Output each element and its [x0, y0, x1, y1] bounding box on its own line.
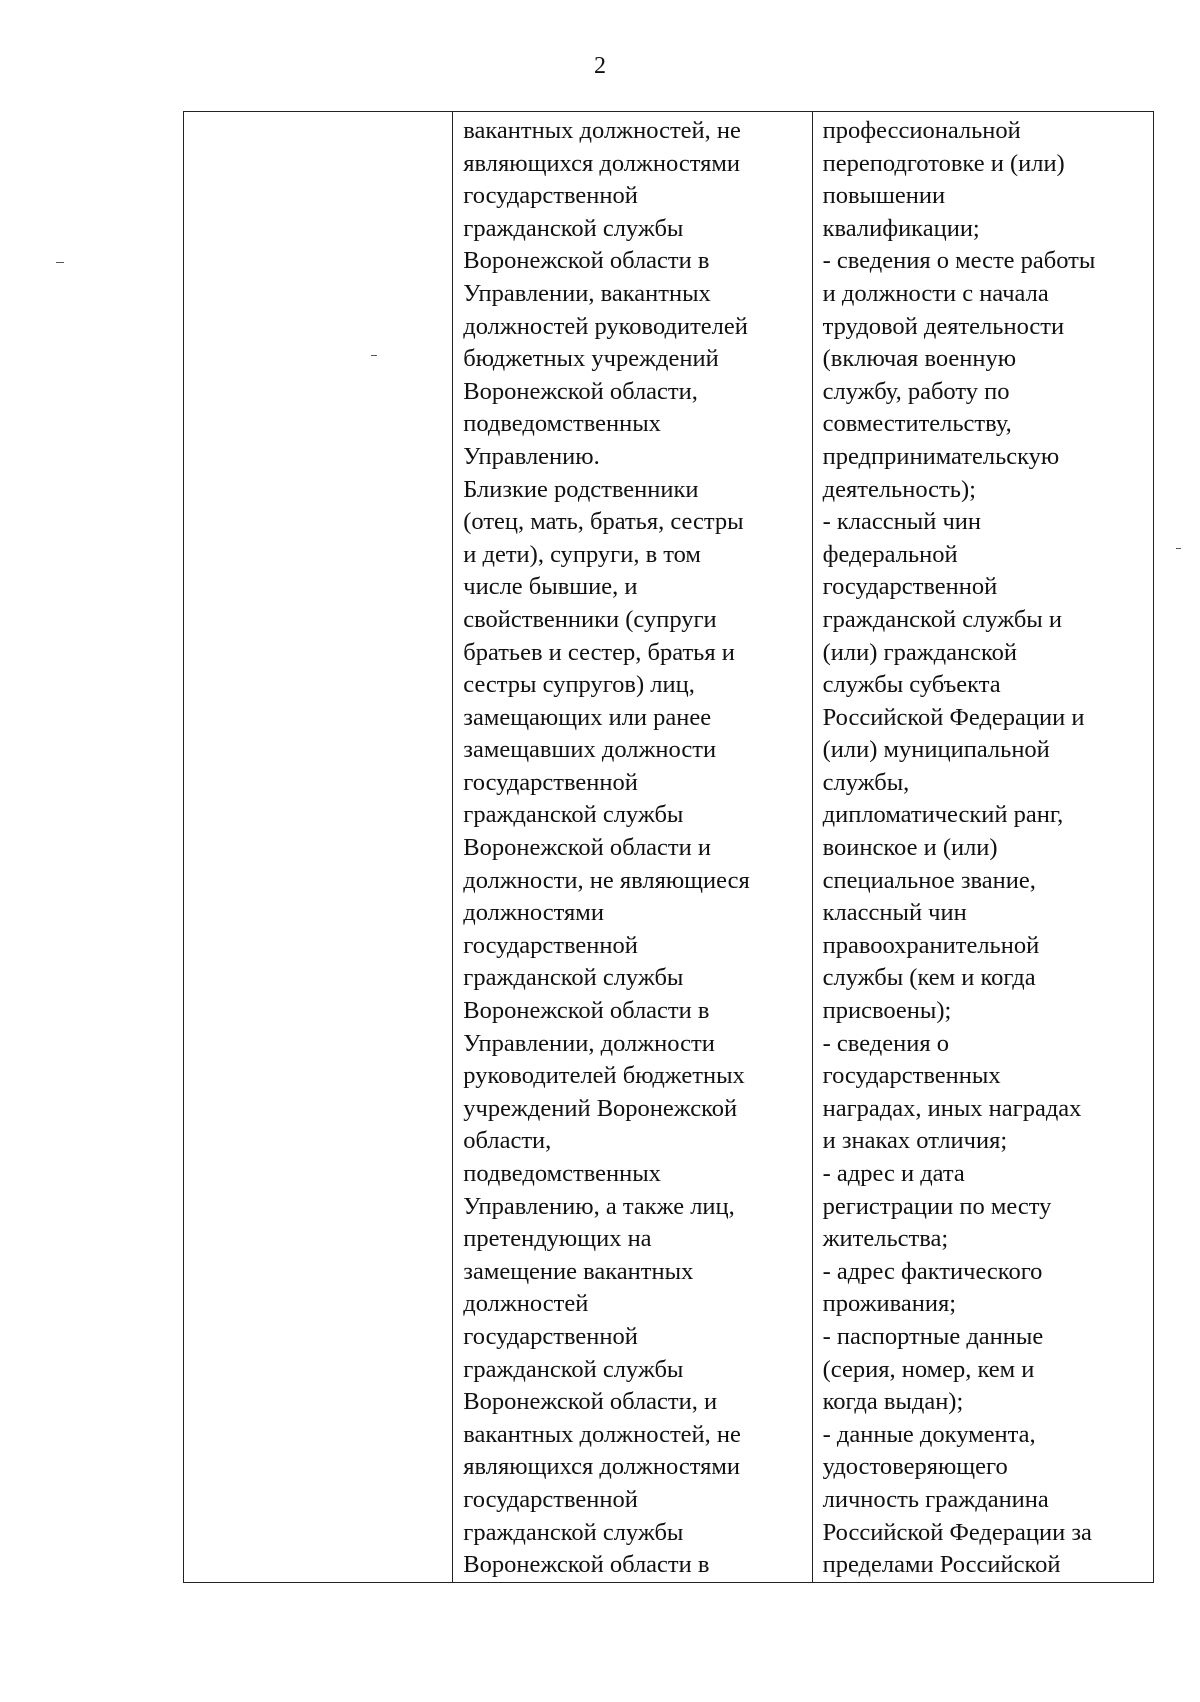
cell-line: (включая военную [822, 345, 1017, 373]
table-row [184, 112, 1154, 1583]
cell-line: классный чин [822, 899, 967, 927]
cell-line: проживания; [822, 1290, 957, 1318]
cell-line: гражданской службы и [822, 605, 1062, 633]
cell-line: подведомственных [463, 1160, 661, 1187]
cell-line: личность гражданина [822, 1485, 1049, 1513]
cell-line: Воронежской области в [463, 997, 710, 1025]
cell-line: службы (кем и когда [822, 964, 1036, 992]
cell-line: - классный чин [822, 508, 982, 536]
cell-line: государственной [463, 931, 638, 959]
cell-line: свойственники (супруги [463, 605, 717, 633]
table-cell-col2 [453, 112, 812, 1583]
cell-line: деятельность); [822, 475, 976, 503]
cell-line: пределами Российской [822, 1551, 1061, 1579]
cell-line: повышении [822, 182, 946, 210]
cell-line: - паспортные данные [822, 1322, 1044, 1350]
cell-line: Российской Федерации и [822, 703, 1085, 731]
cell-line: Воронежской области, и [463, 1388, 718, 1416]
cell-line: государственной [463, 768, 638, 796]
cell-line: государственной [463, 1485, 638, 1513]
cell-text-col3 [813, 112, 1153, 1582]
cell-line: Управлению, а также лиц, [463, 1192, 735, 1220]
cell-line: - адрес фактического [822, 1257, 1043, 1285]
cell-line: государственных [822, 1062, 1001, 1090]
cell-line: (серия, номер, кем и [822, 1355, 1035, 1383]
cell-line: жительства; [822, 1225, 949, 1253]
cell-line: службу, работу по [822, 377, 1010, 405]
cell-line: должности, не являющиеся [463, 866, 750, 894]
table-cell-col3 [812, 112, 1153, 1583]
cell-line: когда выдан); [822, 1388, 964, 1416]
cell-line: - адрес и дата [822, 1160, 965, 1187]
cell-line: претендующих на [463, 1225, 652, 1253]
cell-line: (или) муниципальной [822, 736, 1050, 764]
scan-speck [56, 262, 64, 263]
cell-line: профессиональной [822, 117, 1021, 144]
cell-line: (или) гражданской [822, 638, 1017, 666]
cell-line: бюджетных учреждений [463, 345, 719, 373]
document-table [183, 111, 1154, 1583]
cell-line: - сведения о [822, 1029, 949, 1057]
page-number: 2 [594, 53, 606, 79]
cell-line: должностей руководителей [463, 312, 748, 340]
cell-line: и должности с начала [822, 279, 1049, 307]
cell-line: Российской Федерации за [822, 1518, 1092, 1546]
cell-line: - данные документа, [822, 1420, 1036, 1448]
cell-line: наградах, иных наградах [822, 1094, 1082, 1122]
cell-text-col1 [184, 112, 452, 115]
cell-line: гражданской службы [463, 1518, 684, 1546]
cell-line: специальное звание, [822, 866, 1036, 894]
cell-line: совместительству, [822, 410, 1012, 438]
cell-line: братьев и сестер, братья и [463, 638, 735, 666]
cell-line: гражданской службы [463, 1355, 684, 1383]
cell-line: подведомственных [463, 410, 661, 438]
cell-line: Воронежской области в [463, 247, 710, 275]
cell-line: регистрации по месту [822, 1192, 1052, 1220]
cell-line: являющихся должностями [463, 149, 741, 177]
cell-line: (отец, мать, братья, сестры [463, 508, 744, 536]
cell-line: переподготовке и (или) [822, 149, 1065, 177]
cell-line: руководителей бюджетных [463, 1062, 745, 1090]
cell-line: Управлении, вакантных [463, 279, 711, 307]
cell-line: федеральной [822, 540, 958, 568]
cell-line: области, [463, 1127, 552, 1155]
cell-line: Близкие родственники [463, 475, 699, 503]
cell-line: сестры супругов) лиц, [463, 671, 695, 699]
cell-line: присвоены); [822, 997, 952, 1025]
cell-line: дипломатический ранг, [822, 801, 1064, 829]
cell-line: и знаках отличия; [822, 1127, 1008, 1155]
cell-line: удостоверяющего [822, 1453, 1008, 1481]
cell-line: Управлению. [463, 442, 600, 470]
cell-line: и дети), супруги, в том [463, 540, 701, 568]
cell-line: государственной [463, 1322, 638, 1350]
cell-line: замещающих или ранее [463, 703, 712, 731]
cell-line: правоохранительной [822, 931, 1040, 959]
cell-line: должностями [463, 899, 604, 927]
cell-line: государственной [463, 182, 638, 210]
cell-line: гражданской службы [463, 801, 684, 829]
cell-line: числе бывшие, и [463, 573, 638, 601]
cell-line: государственной [822, 573, 998, 601]
cell-line: воинское и (или) [822, 834, 998, 862]
cell-text-col2 [453, 112, 811, 1582]
cell-line: учреждений Воронежской [463, 1094, 738, 1122]
cell-line: квалификации; [822, 214, 980, 242]
cell-line: являющихся должностями [463, 1453, 741, 1481]
cell-line: Воронежской области в [463, 1551, 710, 1579]
cell-line: вакантных должностей, не [463, 1420, 741, 1448]
cell-line: - сведения о месте работы [822, 247, 1096, 275]
scan-speck [371, 355, 377, 356]
scan-speck [1176, 548, 1181, 549]
cell-line: замещение вакантных [463, 1257, 694, 1285]
cell-line: замещавших должности [463, 736, 717, 764]
table-cell-col1 [184, 112, 453, 1583]
cell-line: гражданской службы [463, 214, 684, 242]
cell-line: Воронежской области и [463, 834, 711, 862]
cell-line: службы субъекта [822, 671, 1001, 699]
cell-line: службы, [822, 768, 910, 796]
cell-line: должностей [463, 1290, 589, 1318]
cell-line: трудовой деятельности [822, 312, 1065, 340]
cell-line: предпринимательскую [822, 442, 1060, 470]
cell-line: Воронежской области, [463, 377, 698, 405]
cell-line: Управлении, должности [463, 1029, 715, 1057]
cell-line: гражданской службы [463, 964, 684, 992]
cell-line: вакантных должностей, не [463, 117, 741, 144]
